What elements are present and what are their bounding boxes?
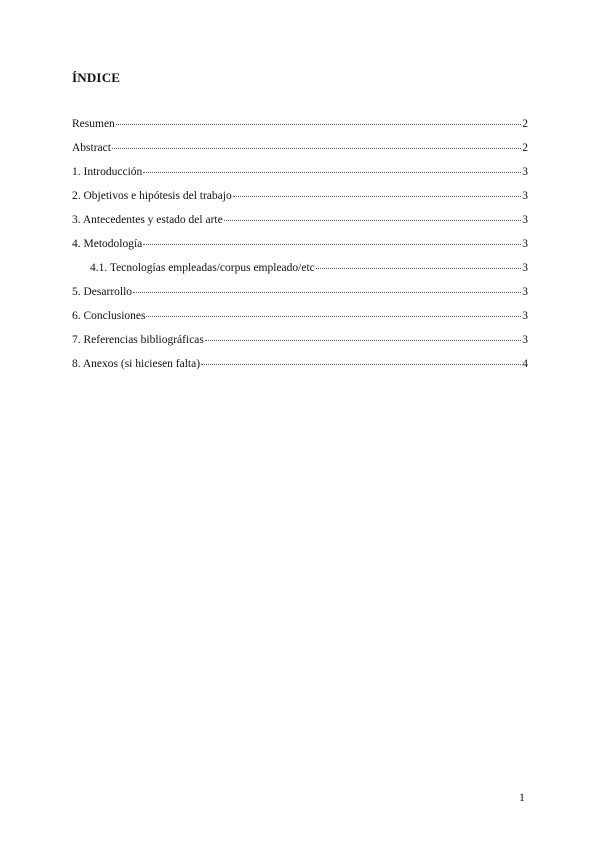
toc-entry-label: 8. Anexos (si hiciesen falta) (72, 358, 201, 370)
toc-entry-label: 3. Antecedentes y estado del arte (72, 214, 223, 226)
toc-entry-page: 3 (522, 286, 528, 298)
page-number: 1 (519, 790, 525, 804)
toc-entry-label: 6. Conclusiones (72, 310, 146, 322)
toc-entry-referencias[interactable] (72, 332, 528, 356)
dot-leader (201, 363, 521, 365)
toc-entry-page: 3 (522, 310, 528, 322)
toc-entry-label: 1. Introducción (72, 166, 143, 178)
dot-leader (224, 219, 522, 221)
toc-entry-page: 3 (522, 214, 528, 226)
toc-entry-tecnologias[interactable] (72, 260, 528, 284)
toc-entry-page: 3 (522, 166, 528, 178)
toc-entry-label: 4. Metodología (72, 238, 143, 250)
toc-entry-metodologia[interactable] (72, 236, 528, 260)
toc-entry-label: 5. Desarrollo (72, 286, 133, 298)
toc-entry-page: 4 (522, 358, 528, 370)
dot-leader (205, 339, 521, 341)
toc-entry-objetivos[interactable] (72, 188, 528, 212)
dot-leader (316, 267, 521, 269)
toc-entry-page: 3 (522, 262, 528, 274)
dot-leader (133, 291, 521, 293)
toc-entry-anexos[interactable] (72, 356, 528, 380)
dot-leader (143, 171, 521, 173)
toc-entry-label: Abstract (72, 142, 111, 154)
dot-leader (146, 315, 521, 317)
toc-entry-conclusiones[interactable] (72, 308, 528, 332)
table-of-contents (72, 116, 528, 380)
dot-leader (143, 243, 521, 245)
toc-entry-abstract[interactable] (72, 140, 528, 164)
toc-entry-resumen[interactable] (72, 116, 528, 140)
toc-entry-label: Resumen (72, 118, 115, 130)
toc-entry-label: 4.1. Tecnologías empleadas/corpus empleado/etc (90, 262, 315, 274)
dot-leader (233, 195, 522, 197)
toc-entry-page: 2 (522, 118, 528, 130)
toc-entry-introduccion[interactable] (72, 164, 528, 188)
toc-entry-antecedentes[interactable] (72, 212, 528, 236)
toc-entry-label: 2. Objetivos e hipótesis del trabajo (72, 190, 232, 202)
toc-entry-desarrollo[interactable] (72, 284, 528, 308)
toc-entry-page: 3 (522, 334, 528, 346)
toc-entry-page: 3 (522, 190, 528, 202)
dot-leader (112, 147, 521, 149)
toc-entry-page: 3 (522, 238, 528, 250)
toc-entry-label: 7. Referencias bibliográficas (72, 334, 204, 346)
dot-leader (116, 123, 521, 125)
toc-entry-page: 2 (522, 142, 528, 154)
toc-title: ÍNDICE (72, 70, 121, 85)
